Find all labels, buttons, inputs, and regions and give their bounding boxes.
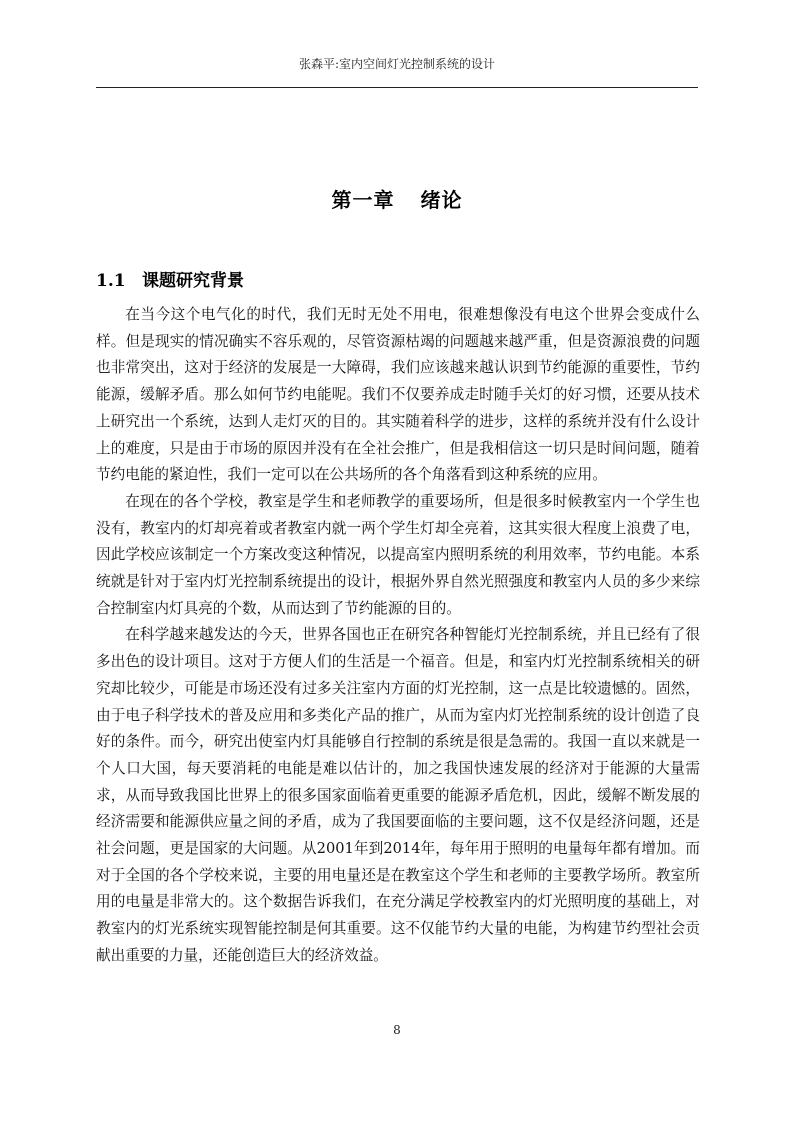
chapter-title-text: 绪论 xyxy=(420,188,463,212)
header-divider xyxy=(96,87,698,88)
section-heading xyxy=(96,269,244,293)
chapter-title xyxy=(96,186,698,214)
paragraph: 在现在的各个学校，教室是学生和老师教学的重要场所，但是很多时候教室内一个学生也没有，教室内的灯却亮着或者教室内就一两个学生灯却全亮着，这其实很大程度上浪费了电，因此学校应该制定一个方案改变这种情况，以提高室内照明系统的利用效率，节约电能。本系统就是针对于室内灯光控制系统提出的设计，根据外界自然光照强度和教室内人员的多少来综合控制室内灯具亮的个数，从而达到了节约能源的目的。 xyxy=(96,492,700,617)
chapter-number: 第一章 xyxy=(331,188,395,212)
paragraph: 在当今这个电气化的时代，我们无时无处不用电，很难想像没有电这个世界会变成什么样。但是现实的情况确实不容乐观的，尽管资源枯竭的问题越来越严重，但是资源浪费的问题也非常突出，这对于经济的发展是一大障碍，我们应该越来越认识到节约能源的重要性，节约能源，缓解矛盾。那么如何节约电能呢。我们不仅要养成走时随手关灯的好习惯，还要从技术上研究出一个系统，达到人走灯灭的目的。其实随着科学的进步，这样的系统并没有什么设计上的难度，只是由于市场的原因并没有在全社会推广，但是我相信这一切只是时间问题，随着节约电能的紧迫性，我们一定可以在公共场所的各个角落看到这种系统的应用。 xyxy=(96,306,700,484)
section-number: 1.1 xyxy=(96,271,126,291)
paragraph: 在科学越来越发达的今天，世界各国也正在研究各种智能灯光控制系统，并且已经有了很多出色的设计项目。这对于方便人们的生活是一个福音。但是，和室内灯光控制系统相关的研究却比较少，可能是市场还没有过多关注室内方面的灯光控制，这一点是比较遗憾的。固然，由于电子科学技术的普及应用和多类化产品的推广，从而为室内灯光控制系统的设计创造了良好的条件。而今，研究出使室内灯具能够自行控制的系统是很是急需的。我国一直以来就是一个人口大国，每天要消耗的电能是难以估计的，加之我国快速发展的经济对于能源的大量需求，从而导致我国比世界上的很多国家面临着更重要的能源矛盾危机，因此，缓解不断发展的经济需要和能源供应量之间的矛盾，成为了我国要面临的主要问题，这不仅是经济问题，还是社会问题，更是国家的大问题。从2001年到2014年，每年用于照明的电量每年都有增加。而对于全国的各个学校来说，主要的用电量还是在教室这个学生和老师的主要教学场所。教室所用的电量是非常大的。这个数据告诉我们，在充分满足学校教室内的灯光照明度的基础上，对教室内的灯光系统实现智能控制是何其重要。这不仅能节约大量的电能，为构建节约型社会贡献出重要的力量，还能创造巨大的经济效益。 xyxy=(96,626,700,964)
body-text xyxy=(96,302,700,970)
section-title-text: 课题研究背景 xyxy=(142,271,244,291)
running-header: 张森平:室内空间灯光控制系统的设计 xyxy=(298,57,496,71)
page-number: 8 xyxy=(393,1023,401,1037)
